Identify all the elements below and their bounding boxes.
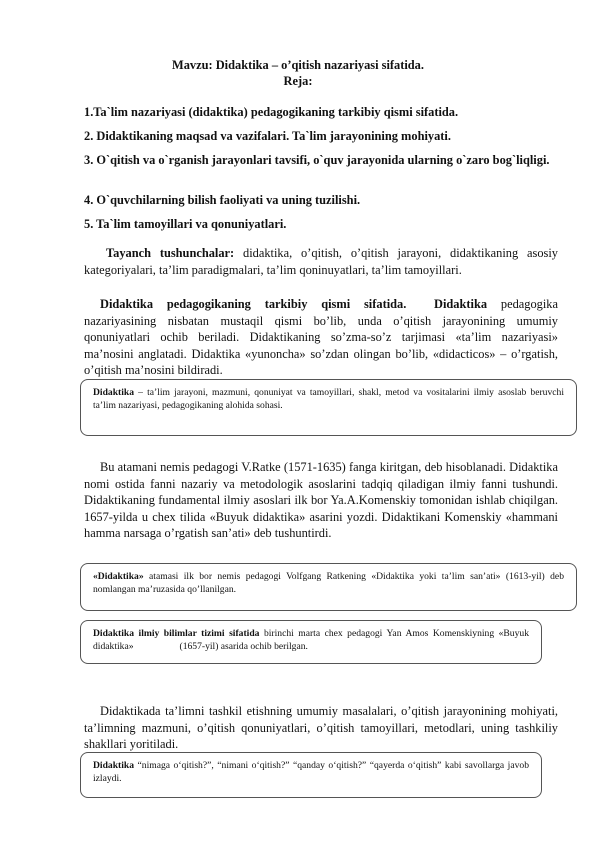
section1-lead: Didaktika [434, 297, 488, 311]
term-origin-box-lead: «Didaktika» [93, 571, 144, 582]
plan-item-4: 4. O`quvchilarning bilish faoliyati va uning tuzilishi. [84, 193, 361, 207]
definition-box-lead: Didaktika [93, 387, 135, 398]
comenius-box [80, 620, 542, 664]
keywords-label: Tayanch tushunchalar: [106, 246, 235, 260]
comenius-box-text-end: (1657-yil) asarida ochib berilgan. [179, 641, 308, 652]
history-paragraph: Bu atamani nemis pedagogi V.Ratke (1571-1635) fanga kiritgan, deb hisoblanadi. Didaktika nomi ostida fanni nazariy va metodologik asoslarini tadqiq qiladigan ilmiy fanni tushundi. Didaktikaning fundamental ilmiy asoslari ilk bor Ya.A.Komenskiy tomonidan ishlab chiqilgan. 1657-yilda u chex tilida «Buyuk didaktika» asarini yozdi. Didaktikani Komenskiy «hammani hamma narsaga o’rgatish san’ati» deb tushuntirdi. [84, 460, 558, 540]
questions-box [80, 752, 542, 798]
plan-item-5: 5. Ta`lim tamoyillari va qonuniyatlari. [84, 217, 287, 231]
plan-item-3: 3. O`qitish va o`rganish jarayonlari tavsifi, o`quv jarayonida ularning o`zaro bog`liqligi. [84, 153, 550, 167]
section1-heading: Didaktika pedagogikaning tarkibiy qismi sifatida. [100, 297, 407, 311]
scope-paragraph: Didaktikada ta’limni tashkil etishning umumiy masalalari, o’qitish jarayonining mohiyati, ta’limning mazmuni, o’qitish qonuniyatlari, o’qitish tamoyillari, metodlari, uning tashkiliy shakllari yoritiladi. [84, 704, 558, 751]
keywords-text: didaktika, o’qitish, o’qitish jarayoni, didaktikaning asosiy kategoriyalari, ta’lim paradigmalari, ta’lim qoninuyatlari, ta’lim tamoyillari. [84, 246, 558, 277]
comenius-box-text: birinchi marta chex pedagogi Yan Amos Komenskiyning «Buyuk didaktika» [93, 628, 529, 652]
definition-box [80, 379, 577, 436]
plan-item-2: 2. Didaktikaning maqsad va vazifalari. Ta`lim jarayonining mohiyati. [84, 129, 451, 143]
questions-box-lead: Didaktika [93, 760, 135, 771]
term-origin-box [80, 563, 577, 611]
plan-heading: Reja: [283, 74, 313, 88]
plan-item-1: 1.Ta`lim nazariyasi (didaktika) pedagogikaning tarkibiy qismi sifatida. [84, 105, 459, 119]
definition-box-text: – ta’lim jarayoni, mazmuni, qonuniyat va tamoyillari, shakl, metod va vositalarini ilmiy asoslab beruvchi ta’lim nazariyasi, pedagogikaning alohida sohasi. [93, 387, 564, 411]
document-title: Mavzu: Didaktika – o’qitish nazariyasi sifatida. [172, 58, 424, 72]
term-origin-box-text: atamasi ilk bor nemis pedagogi Volfgang Ratkening «Didaktika yoki ta’lim san’ati» (1613-yil) deb nomlangan ma’ruzasida qo’llanilgan. [93, 571, 564, 595]
questions-box-text: “nimaga o‘qitish?”, “nimani o‘qitish?” “qanday o‘qitish?” “qayerda o‘qitish” kabi savollarga javob izlaydi. [93, 760, 529, 784]
section1-paragraph [84, 296, 558, 379]
keywords-paragraph [84, 245, 558, 278]
comenius-box-lead: Didaktika ilmiy bilimlar tizimi sifatida [93, 628, 260, 639]
section1-text: pedagogika nazariyasining nisbatan mustaqil qismi bo’lib, unda o’qitish jarayonining umumiy qonuniyatlari ochib beriladi. Didaktikaning so’zma-so’z tarjimasi «ta’lim nazariyasi» ma’nosini anglatadi. Didaktika «yunoncha» so’zdan olingan bo’lib, «didacticos» – o’rgatish, o’qitish ma’nosini bildiradi. [84, 297, 558, 377]
